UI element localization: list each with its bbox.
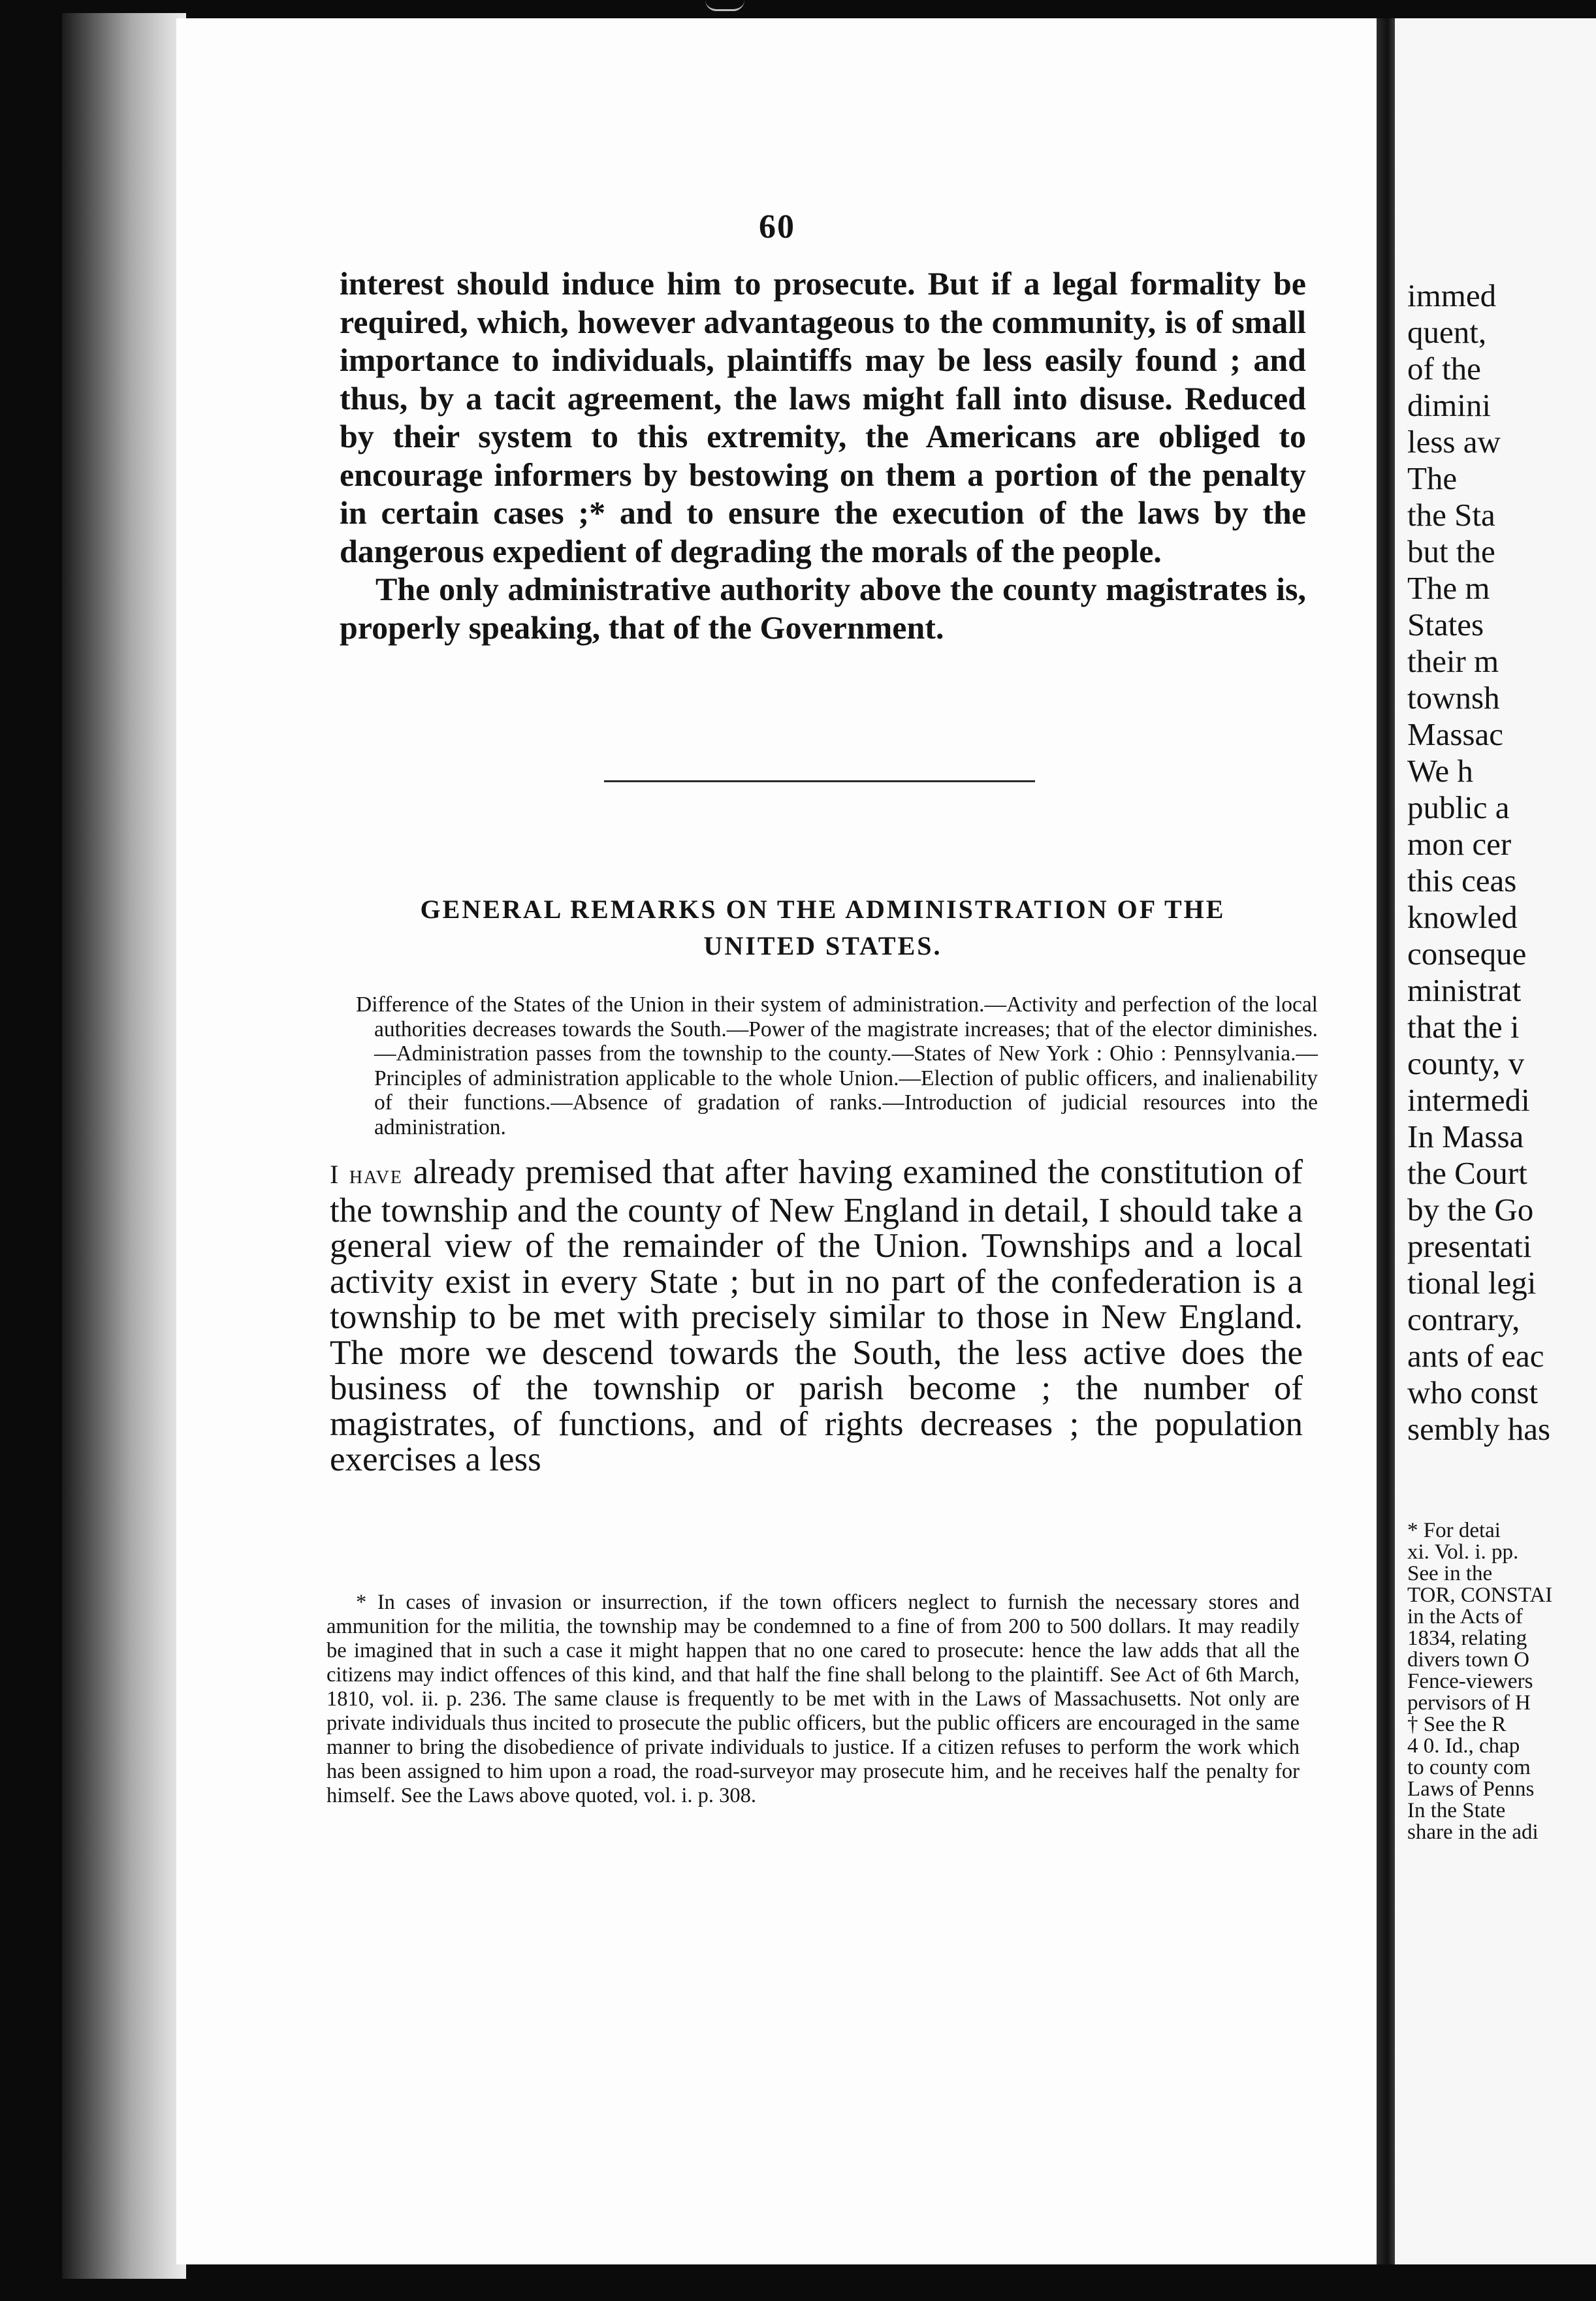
- right-page-text-fragment: tional legi: [1407, 1265, 1537, 1301]
- section-heading-line-1: GENERAL REMARKS ON THE ADMINISTRATION OF THE: [420, 895, 1226, 924]
- right-page-text-fragment: but the: [1407, 533, 1495, 569]
- right-page-note-fragment: pervisors of H: [1407, 1691, 1531, 1715]
- main-paragraph-body: already premised that after having examined the constitution of the township and the county of New England in detail, I should take a general view of the remainder of the Union. Townships and a local activity exist in every State ; but in no part of the confederation is a township to be met with precisely similar to those in New England. The more we descend towards the South, the less active does the business of the township or parish become ; the number of magistrates, of functions, and of rights decreases ; the population exercises a less: [330, 1153, 1303, 1478]
- right-page-text-fragment: States: [1407, 607, 1484, 643]
- right-page-text-fragment: the Court: [1407, 1155, 1527, 1191]
- right-page-text-fragment: knowled: [1407, 899, 1518, 935]
- right-page-note-fragment: † See the R: [1407, 1713, 1507, 1736]
- right-page-text-fragment: sembly has: [1407, 1411, 1551, 1447]
- right-page-text-fragment: In Massa: [1407, 1119, 1524, 1154]
- right-page-main-fragments: [1407, 278, 1596, 1448]
- right-page-text-fragment: less aw: [1407, 424, 1501, 460]
- right-page-note-fragment: share in the adi: [1407, 1820, 1539, 1843]
- right-page-text-fragment: intermedi: [1407, 1082, 1530, 1118]
- main-paragraph-lead: I have: [330, 1160, 403, 1189]
- right-page-text-fragment: mon cer: [1407, 826, 1512, 862]
- opening-text-block: [340, 264, 1306, 646]
- right-page-text-fragment: Massac: [1407, 716, 1503, 752]
- right-page-note-fragment: xi. Vol. i. pp.: [1407, 1540, 1519, 1564]
- right-page-note-fragment: In the State: [1407, 1799, 1506, 1822]
- footnote: * In cases of invasion or insurrection, if the town officers neglect to furnish the necessary stores and ammunition for the militia, the township may be condemned to a fine of from 200 to 500 dollars. It may readily be imagined that in such a case it might happen that no one cared to prosecute: hence the law adds that all the citizens may indict offences of this kind, and that half the fine shall belong to the plaintiff. See Act of 6th March, 1810, vol. ii. p. 236. The same clause is frequently to be met with in the Laws of Massachusetts. Not only are private individuals thus incited to prosecute the public officers, but the public officers are encouraged in the same manner to bring the disobedience of private individuals to justice. If a citizen refuses to perform the work which has been assigned to him upon a road, the road-surveyor may prosecute him, and he receives half the penalty for himself. See the Laws above quoted, vol. i. p. 308.: [327, 1591, 1300, 1807]
- right-page-note-fragment: Fence-viewers: [1407, 1670, 1533, 1693]
- main-paragraph: [330, 1154, 1303, 1478]
- right-page-note-fragment: to county com: [1407, 1756, 1531, 1779]
- right-page-note-fragment: Laws of Penns: [1407, 1777, 1535, 1801]
- right-page-note-fragment: in the Acts of: [1407, 1605, 1523, 1628]
- right-page-text-fragment: ants of eac: [1407, 1338, 1544, 1374]
- right-page-text-fragment: ministrat: [1407, 972, 1522, 1008]
- right-page-text-fragment: contrary,: [1407, 1301, 1520, 1337]
- right-page-note-fragments: [1407, 1520, 1596, 1843]
- section-divider: [604, 780, 1035, 782]
- right-page-note-fragment: 4 0. Id., chap: [1407, 1734, 1520, 1758]
- right-page-text-fragment: this ceas: [1407, 863, 1517, 898]
- right-page-note-fragment: 1834, relating: [1407, 1627, 1527, 1650]
- right-page-text-fragment: immed: [1407, 278, 1497, 313]
- right-page-note-fragment: divers town O: [1407, 1648, 1529, 1672]
- right-page-text-fragment: their m: [1407, 643, 1499, 679]
- right-page-note-fragment: See in the: [1407, 1562, 1493, 1585]
- right-page-text-fragment: The: [1407, 460, 1458, 496]
- right-page-text-fragment: townsh: [1407, 680, 1500, 716]
- right-page-text-fragment: the Sta: [1407, 497, 1495, 533]
- right-page-note-fragment: TOR, CONSTAI: [1407, 1583, 1553, 1607]
- book-edge-shadow: [62, 13, 186, 2279]
- opening-paragraph-1: interest should induce him to prosecute. But if a legal formality be required, which, however advantageous to the community, is of small importance to individuals, plaintiffs may be less easily found ; and thus, by a tacit agreement, the laws might fall into disuse. Reduced by their system to this extremity, the Americans are obliged to encourage informers by bestowing on them a portion of the penalty in certain cases ;* and to ensure the execution of the laws by the dangerous expedient of degrading the morals of the people.: [340, 265, 1306, 569]
- right-page-text-fragment: presentati: [1407, 1228, 1532, 1264]
- section-heading: [366, 891, 1280, 964]
- right-page-text-fragment: who const: [1407, 1374, 1539, 1410]
- section-heading-line-2: UNITED STATES.: [703, 931, 942, 960]
- scan-top-mark: [705, 0, 744, 11]
- section-summary: Difference of the States of the Union in their system of administration.—Activity and perfection of the local authorities decreases towards the South.—Power of the magistrate increases; that of the elector diminishes.—Administration passes from the township to the county.—States of New York : Ohio : Pennsylvania.—Principles of administration applicable to the whole Union.—Election of public officers, and inalienability of their functions.—Absence of gradation of ranks.—Introduction of judicial resources into the administration.: [356, 992, 1318, 1139]
- book-gutter: [1377, 18, 1395, 2264]
- page-number: 60: [759, 208, 795, 246]
- right-page-note-fragment: * For detai: [1407, 1520, 1501, 1542]
- right-page-text-fragment: of the: [1407, 351, 1481, 387]
- right-page-text-fragment: dimini: [1407, 387, 1491, 423]
- right-page-text-fragment: public a: [1407, 789, 1510, 825]
- right-page-text-fragment: quent,: [1407, 314, 1487, 350]
- right-page-text-fragment: by the Go: [1407, 1192, 1534, 1228]
- right-page-text-fragment: conseque: [1407, 936, 1527, 972]
- opening-paragraph-2: The only administrative authority above the county magistrates is, properly speaking, that of the Government.: [340, 571, 1306, 646]
- right-page-text-fragment: We h: [1407, 753, 1473, 789]
- right-page-text-fragment: county, v: [1407, 1045, 1525, 1081]
- right-page-text-fragment: that the i: [1407, 1009, 1520, 1045]
- right-page-text-fragment: The m: [1407, 570, 1490, 606]
